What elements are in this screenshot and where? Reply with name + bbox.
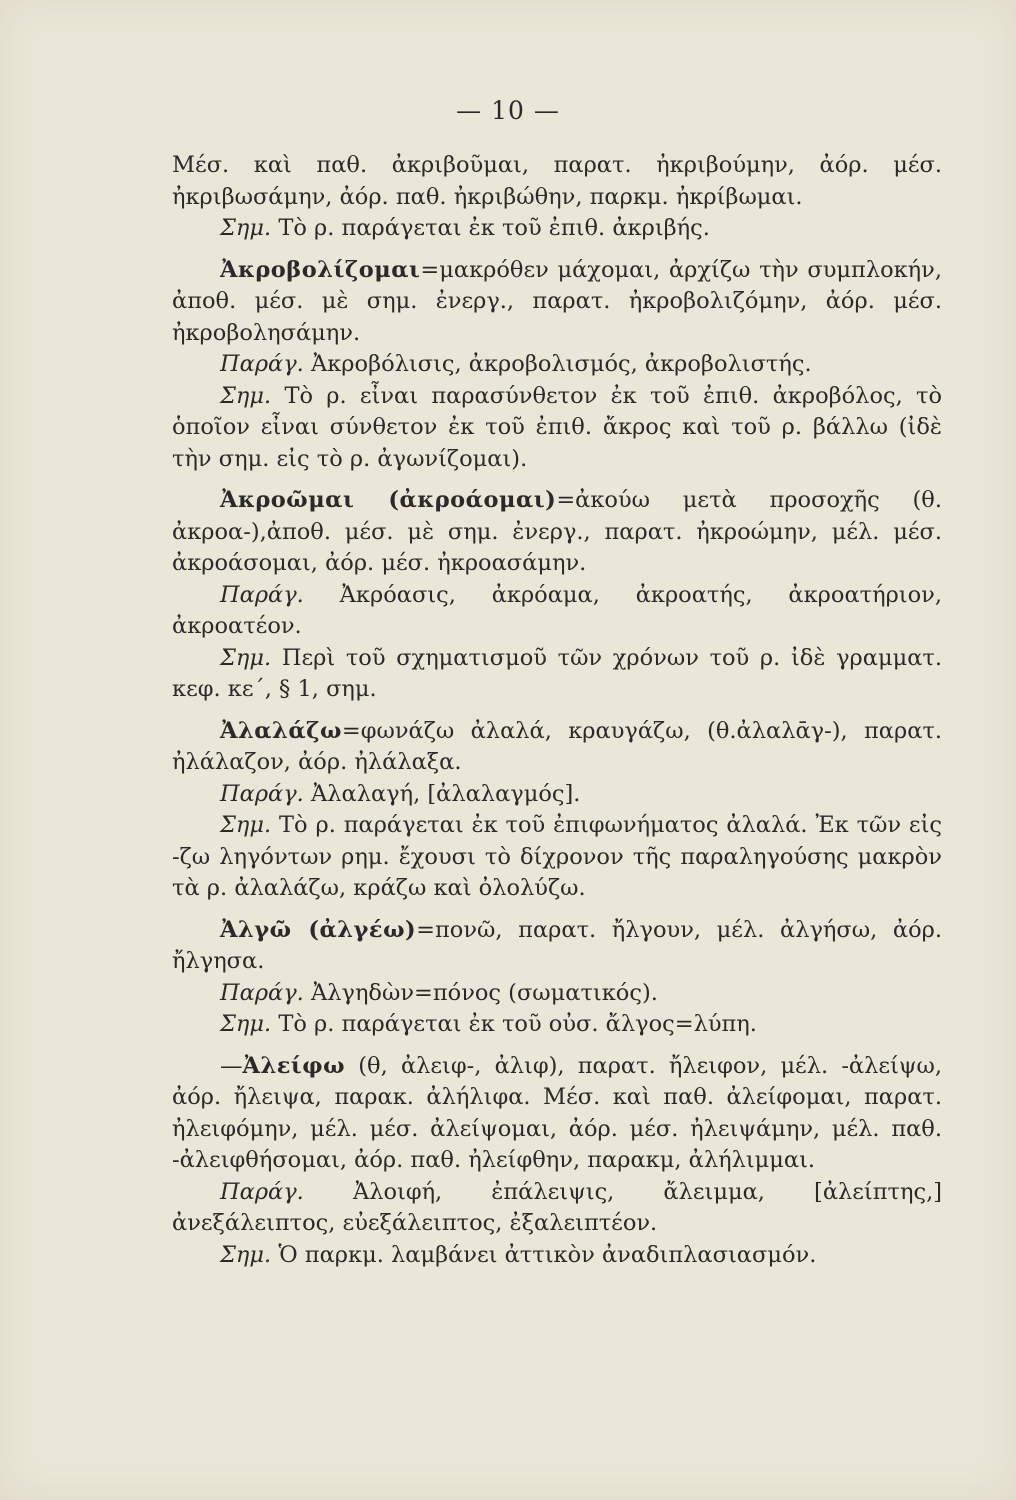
derivatives-paragraph	[172, 978, 942, 1010]
paragraph-label: Σημ.	[220, 215, 272, 241]
paragraph-label: Σημ.	[220, 812, 272, 838]
paragraph-label: Σημ.	[220, 382, 272, 409]
dictionary-text	[172, 150, 942, 1271]
paragraph-text: Ἀκρόασις, ἀκρόαμα, ἀκροατής, ἀκροατήριον, ἀκροατέον.	[172, 581, 942, 639]
paragraph-text: Τὸ ρ. παράγεται ἐκ τοῦ ἐπιφωνήματος ἀλαλά. Ἐκ τῶν εἰς -ζω ληγόντων ρημ. ἔχουσι τὸ δίχρονον τῆς παραληγούσης μακρὸν τὰ ρ. ἀλαλάζω, κράζω καὶ ὀλολύζω.	[172, 812, 942, 901]
paragraph-text: Ἀλγηδὼν=πόνος (σωματικός).	[303, 979, 658, 1006]
paragraph-text: Ὁ παρκμ. λαμβάνει ἀττικὸν ἀναδιπλασιασμόν.	[271, 1241, 817, 1268]
entry-paragraph	[172, 915, 942, 978]
entry-paragraph	[172, 716, 942, 779]
paragraph-label: Παράγ.	[220, 979, 304, 1006]
entry-headword: Ἀλαλάζω	[220, 717, 342, 744]
paragraph-text: =μακρόθεν μάχομαι, ἀρχίζω τὴν συμπλοκήν, ἀποθ. μέσ. μὲ σημ. ἐνεργ., παρατ. ἠκροβολιζόμην, ἀόρ. μέσ. ἠκροβολησάμην.	[172, 256, 942, 346]
note-paragraph	[172, 213, 942, 245]
paragraph-text: Τὸ ρ. εἶναι παρασύνθετον ἐκ τοῦ ἐπιθ. ἀκροβόλος, τὸ ὁποῖον εἶναι σύνθετον ἐκ τοῦ ἐπιθ. ἄκρος καὶ τοῦ ρ. βάλλω (ἰδὲ τὴν σημ. εἰς τὸ ρ. ἀγωνίζομαι).	[172, 382, 942, 472]
paragraph-text: Περὶ τοῦ σχηματισμοῦ τῶν χρόνων τοῦ ρ. ἰδὲ γραμματ. κεφ. κε΄, § 1, σημ.	[172, 644, 942, 702]
paragraph-text: Ἀλαλαγή, [ἀλαλαγμός].	[303, 780, 581, 807]
paragraph-label: Παράγ.	[220, 581, 304, 608]
entry-headword: Ἀκροῶμαι (ἀκροάομαι)	[220, 487, 557, 513]
derivatives-paragraph	[172, 779, 942, 811]
paragraph-text: Ἀκροβόλισις, ἀκροβολισμός, ἀκροβολιστής.	[303, 351, 812, 377]
entry-headword: Ἀλείφω	[242, 1052, 346, 1079]
paragraph-text: Μέσ. καὶ παθ. ἀκριβοῦμαι, παρατ. ἠκριβούμην, ἀόρ. μέσ. ἠκριβωσάμην, ἀόρ. παθ. ἠκριβώθην, παρκμ. ἠκρίβωμαι.	[172, 152, 942, 210]
paragraph-text: (θ, ἀλειφ-, ἀλιφ), παρατ. ἤλειφον, μέλ. -ἀλείψω, ἀόρ. ἤλειψα, παρακ. ἀλήλιφα. Μέσ. καὶ παθ. ἀλείφομαι, παρατ. ἠλειφόμην, μέλ. μέσ. ἀλείψομαι, ἀόρ. μέσ. ἠλειψάμην, μέλ. παθ. -ἀλειφθήσομαι, ἀόρ. παθ. ἠλείφθην, παρακμ, ἀλήλιμμαι.	[172, 1052, 942, 1173]
paragraph-text: =πονῶ, παρατ. ἤλγουν, μέλ. ἀλγήσω, ἀόρ. ἤλγησα.	[172, 916, 943, 974]
paragraph-text: Ἀλοιφή, ἐπάλειψις, ἄλειμμα, [ἀλείπτης,] ἀνεξάλειπτος, εὐεξάλειπτος, ἐξαλειπτέον.	[172, 1178, 942, 1236]
paragraph-text: =ἀκούω μετὰ προσοχῆς (θ. ἀκροα-),ἀποθ. μέσ. μὲ σημ. ἐνεργ., παρατ. ἠκροώμην, μέλ. μέσ. ἀκροάσομαι, ἀόρ. μέσ. ἠκροασάμην.	[172, 487, 942, 576]
entry-paragraph	[172, 485, 942, 580]
entry-paragraph	[172, 1051, 942, 1177]
paragraph-text: =φωνάζω ἀλαλά, κραυγάζω, (θ.ἀλαλᾱγ-), παρατ. ἠλάλαζον, ἀόρ. ἠλάλαξα.	[172, 717, 942, 775]
page-number: — 10 —	[456, 96, 560, 125]
paragraph-text: Τὸ ρ. παράγεται ἐκ τοῦ ἐπιθ. ἀκριβής.	[271, 215, 710, 241]
note-paragraph	[172, 1009, 942, 1041]
note-paragraph	[172, 381, 942, 476]
paragraph-label: Σημ.	[220, 644, 272, 671]
paragraph-label: Παράγ.	[220, 351, 304, 377]
derivatives-paragraph	[172, 580, 942, 643]
entry-paragraph	[172, 150, 942, 213]
note-paragraph	[172, 643, 942, 706]
entry-headword: Ἀκροβολίζομαι	[220, 256, 421, 283]
entry-prefix: —	[220, 1052, 243, 1079]
paragraph-text: Τὸ ρ. παράγεται ἐκ τοῦ οὐσ. ἄλγος=λύπη.	[271, 1011, 757, 1037]
note-paragraph	[172, 1240, 942, 1272]
paragraph-label: Σημ.	[220, 1241, 272, 1268]
entry-headword: Ἀλγῶ (ἀλγέω)	[220, 916, 417, 943]
derivatives-paragraph	[172, 1177, 942, 1240]
entry-paragraph	[172, 255, 942, 350]
paragraph-label: Παράγ.	[220, 1178, 304, 1205]
paragraph-label: Παράγ.	[220, 780, 304, 807]
paragraph-label: Σημ.	[220, 1011, 272, 1037]
note-paragraph	[172, 810, 942, 905]
derivatives-paragraph	[172, 349, 942, 381]
